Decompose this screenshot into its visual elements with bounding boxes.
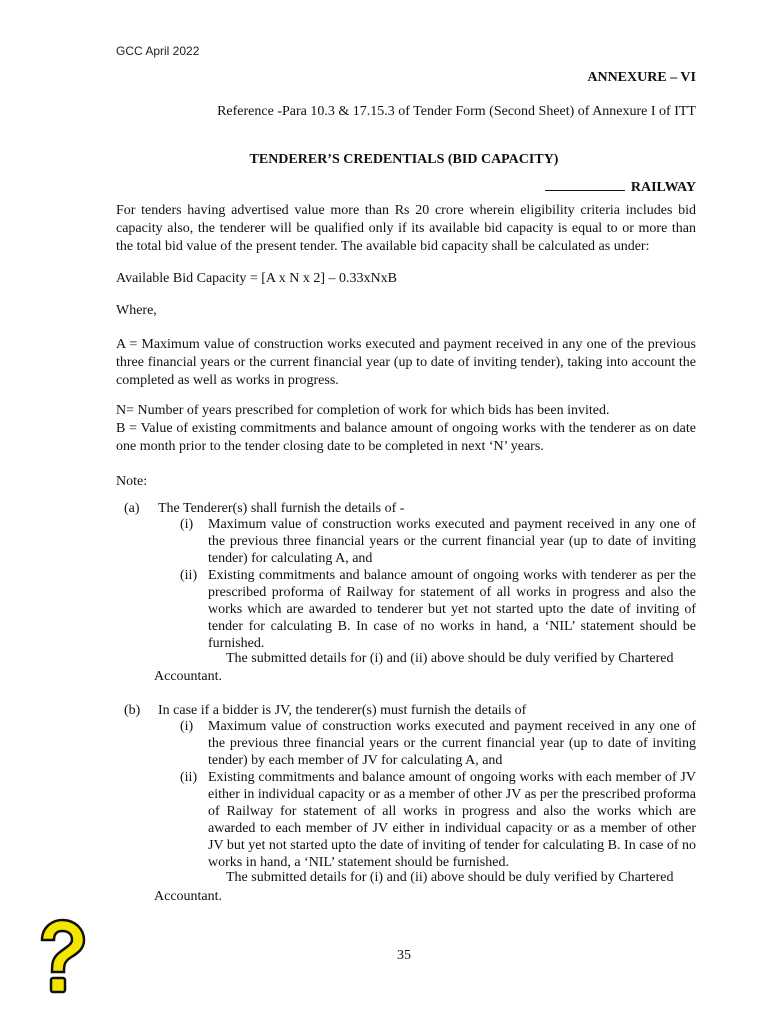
item-b-text: In case if a bidder is JV, the tenderer(s) must furnish the details of <box>158 703 527 718</box>
item-a-ii-num: (ii) <box>180 568 198 583</box>
item-b-i-num: (i) <box>180 719 194 734</box>
note-item-a <box>124 500 696 517</box>
item-b-sub-ii <box>180 769 696 871</box>
intro-paragraph: For tenders having advertised value more than Rs 20 crore wherein eligibility criteria includes bid capacity also, the tenderer will be qualified only if its available bid capacity is equal to or more than the total bid value of the present tender. The available bid capacity shall be calculated as under: <box>116 203 696 254</box>
item-a-i-text: Maximum value of construction works executed and payment received in any one of the previous three financial years or the current financial year (up to date of inviting tender) for calculating A, and <box>208 517 696 566</box>
note-label: Note: <box>116 474 148 489</box>
railway-line <box>545 178 696 196</box>
item-b-label: (b) <box>124 703 141 718</box>
definition-n: N= Number of years prescribed for completion of work for which bids has been invited. <box>116 403 610 418</box>
railway-name-blank <box>545 178 625 191</box>
item-a-sub-i <box>180 516 696 567</box>
running-header: GCC April 2022 <box>116 44 200 58</box>
item-a-text: The Tenderer(s) shall furnish the details of - <box>158 501 405 516</box>
railway-label: RAILWAY <box>630 180 696 195</box>
item-a-i-num: (i) <box>180 517 194 532</box>
item-a-sub-ii <box>180 567 696 652</box>
where-label: Where, <box>116 303 157 318</box>
item-a-ii-text: Existing commitments and balance amount of ongoing works with tenderer as per the prescribed proforma of Railway for statement of all works in progress and also the works which are awarded to tenderer but yet not started upto the date of inviting of tender for calculating B. In case of no works in hand, a ‘NIL’ statement should be furnished. <box>208 568 696 651</box>
item-b-verify: The submitted details for (i) and (ii) above should be duly verified by Chartered <box>226 870 674 885</box>
item-b-accountant: Accountant. <box>154 889 223 904</box>
item-a-verify: The submitted details for (i) and (ii) above should be duly verified by Chartered <box>226 651 674 666</box>
definition-a: A = Maximum value of construction works executed and payment received in any one of the previous three financial years or the current financial year (up to date of inviting tender), taking into account the completed as well as works in progress. <box>116 337 696 388</box>
definition-b: B = Value of existing commitments and balance amount of ongoing works with the tenderer as on date one month prior to the tender closing date to be completed in next ‘N’ years. <box>116 421 696 454</box>
question-mark-icon <box>30 918 90 998</box>
item-b-ii-num: (ii) <box>180 770 198 785</box>
annexure-label: ANNEXURE – VI <box>587 70 696 85</box>
item-b-sub-i <box>180 718 696 769</box>
item-b-ii-text: Existing commitments and balance amount of ongoing works with each member of JV either in individual capacity or as a member of other JV as per the prescribed proforma of Railway for statement of all works in progress and also the works which are awarded to each member of JV either in individual capacity or as a member of other JV but yet not started upto the date of inviting of tender for calculating B. In case of no works in hand, a ‘NIL’ statement should be furnished. <box>208 770 696 870</box>
page-number: 35 <box>397 948 411 963</box>
note-item-b <box>124 702 696 719</box>
item-b-i-text: Maximum value of construction works executed and payment received in any one of the previous three financial years or the current financial year (up to date of inviting tender) by each member of JV for calculating A, and <box>208 719 696 768</box>
formula: Available Bid Capacity = [A x N x 2] – 0.33xNxB <box>116 271 397 286</box>
item-a-accountant: Accountant. <box>154 669 223 684</box>
document-title: TENDERER’S CREDENTIALS (BID CAPACITY) <box>249 152 559 167</box>
item-a-label: (a) <box>124 501 140 516</box>
reference-line: Reference -Para 10.3 & 17.15.3 of Tender Form (Second Sheet) of Annexure I of ITT <box>217 104 696 119</box>
